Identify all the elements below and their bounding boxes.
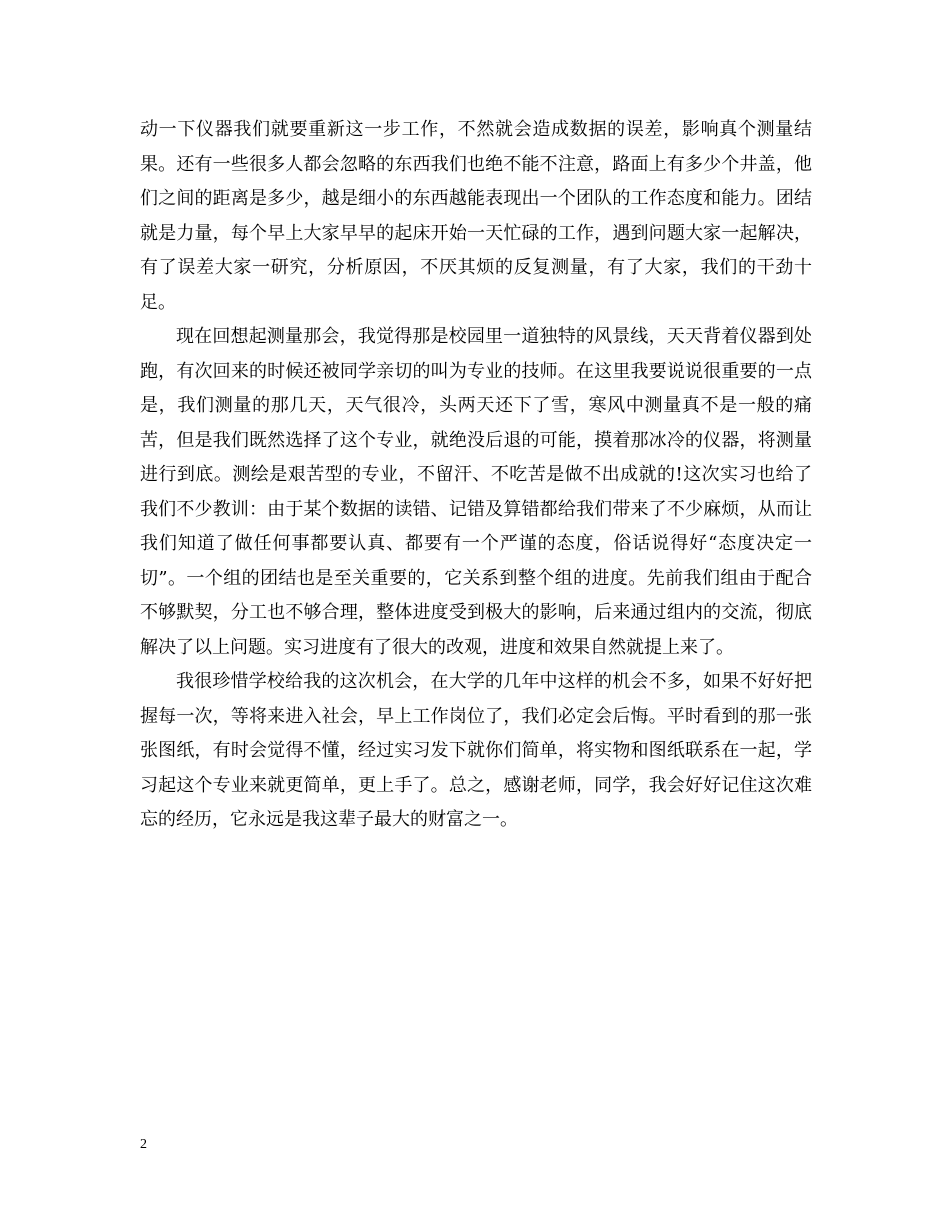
- paragraph-cherish-opportunity: 我很珍惜学校给我的这次机会，在大学的几年中这样的机会不多，如果不好好把握每一次，等将来进入社会，早上工作岗位了，我们必定会后悔。平时看到的那一张张图纸，有时会觉得不懂，经过实习发下就你们简单，将实物和图纸联系在一起，学习起这个专业来就更简单，更上手了。总之，感谢老师，同学，我会好好记住这次难忘的经历，它永远是我这辈子最大的财富之一。: [140, 671, 812, 830]
- paragraph-continued: 动一下仪器我们就要重新这一步工作，不然就会造成数据的误差，影响真个测量结果。还有一些很多人都会忽略的东西我们也绝不能不注意，路面上有多少个井盖，他们之间的距离是多少，越是细小的东西越能表现出一个团队的工作态度和能力。团结就是力量，每个早上大家早早的起床开始一天忙碌的工作，遇到问题大家一起解决，有了误差大家一研究，分析原因，不厌其烦的反复测量，有了大家，我们的干劲十足。: [140, 119, 812, 313]
- document-body: [140, 113, 812, 838]
- page-number: 2: [140, 1137, 147, 1152]
- paragraph-survey-memories: 现在回想起测量那会，我觉得那是校园里一道独特的风景线，天天背着仪器到处跑，有次回来的时候还被同学亲切的叫为专业的技师。在这里我要说说很重要的一点是，我们测量的那几天，天气很冷，头两天还下了雪，寒风中测量真不是一般的痛苦，但是我们既然选择了这个专业，就绝没后退的可能，摸着那冰冷的仪器，将测量进行到底。测绘是艰苦型的专业，不留汗、不吃苦是做不出成就的!这次实习也给了我们不少教训：由于某个数据的读错、记错及算错都给我们带来了不少麻烦，从而让我们知道了做任何事都要认真、都要有一个严谨的态度，俗话说得好“态度决定一切”。一个组的团结也是至关重要的，它关系到整个组的进度。先前我们组由于配合不够默契，分工也不够合理，整体进度受到极大的影响，后来通过组内的交流，彻底解决了以上问题。实习进度有了很大的改观，进度和效果自然就提上来了。: [140, 326, 812, 658]
